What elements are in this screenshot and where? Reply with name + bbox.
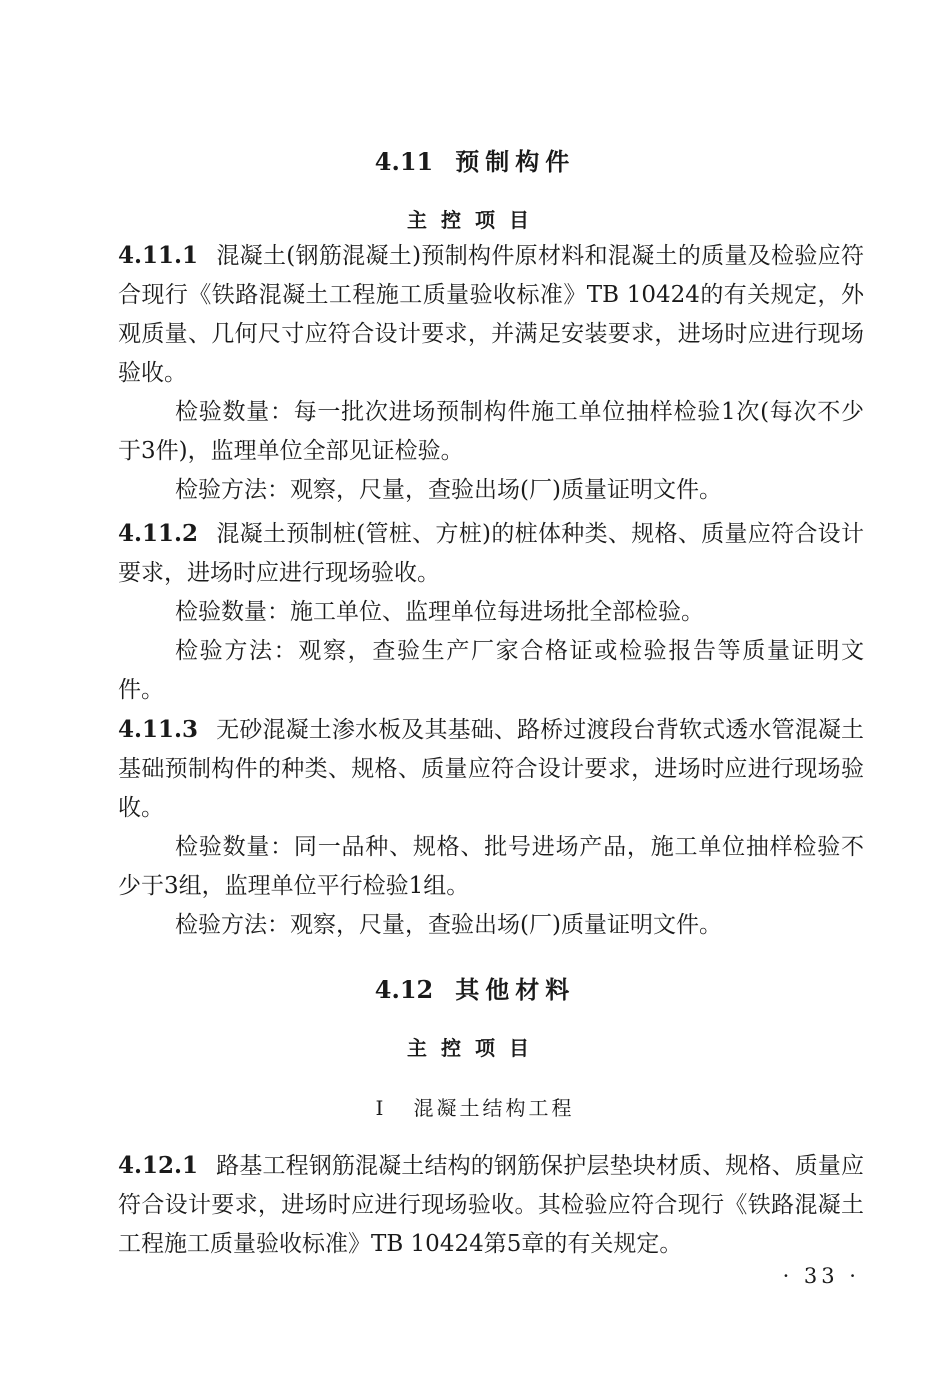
part-roman-numeral: Ⅰ (375, 1096, 384, 1120)
inspection-quantity: 检验数量：同一品种、规格、批号进场产品，施工单位抽样检验不少于3组，监理单位平行检验1组。 (118, 834, 864, 899)
clause-4-11-3 (118, 710, 864, 945)
clause-4-11-1 (118, 236, 864, 510)
clause-number: 4.11.3 (118, 716, 199, 743)
clause-number: 4.11.2 (118, 520, 199, 547)
clause-body: 混凝土(钢筋混凝土)预制构件原材料和混凝土的质量及检验应符合现行《铁路混凝土工程施工质量验收标准》TB 10424的有关规定，外观质量、几何尺寸应符合设计要求，并满足安装要求，进场时应进行现场验收。 (118, 243, 864, 386)
section-number: 4.11 (374, 147, 434, 176)
subheading-main-control-items: 主控项目 (407, 208, 543, 232)
inspection-quantity: 检验数量：施工单位、监理单位每进场批全部检验。 (175, 599, 704, 625)
clause-4-11-2 (118, 514, 864, 710)
clause-text (118, 514, 864, 593)
clause-body: 无砂混凝土渗水板及其基础、路桥过渡段台背软式透水管混凝土基础预制构件的种类、规格、质量应符合设计要求，进场时应进行现场验收。 (118, 717, 864, 821)
section-title-text: 预制构件 (455, 147, 576, 176)
section-title-text: 其他材料 (455, 975, 576, 1004)
clause-number: 4.11.1 (118, 242, 199, 269)
part-title (0, 1092, 950, 1121)
clause-text (118, 236, 864, 393)
clause-4-12-1 (118, 1146, 864, 1264)
inspection-method: 检验方法：观察，尺量，查验出场(厂)质量证明文件。 (175, 912, 722, 938)
page-number: · 33 · (782, 1264, 860, 1288)
clause-text (118, 1146, 864, 1264)
clause-text (118, 710, 864, 828)
section-number: 4.12 (374, 975, 434, 1004)
part-title-text: 混凝土结构工程 (413, 1096, 575, 1120)
clause-number: 4.12.1 (118, 1152, 199, 1179)
inspection-quantity: 检验数量：每一批次进场预制构件施工单位抽样检验1次(每次不少于3件)，监理单位全部见证检验。 (118, 399, 864, 464)
inspection-method: 检验方法：观察，查验生产厂家合格证或检验报告等质量证明文件。 (118, 638, 864, 703)
section-title-4-11 (0, 142, 950, 177)
subheading-main-control-items: 主控项目 (407, 1036, 543, 1060)
clause-body: 混凝土预制桩(管桩、方桩)的桩体种类、规格、质量应符合设计要求，进场时应进行现场验收。 (118, 521, 864, 586)
clause-body: 路基工程钢筋混凝土结构的钢筋保护层垫块材质、规格、质量应符合设计要求，进场时应进行现场验收。其检验应符合现行《铁路混凝土工程施工质量验收标准》TB 10424第5章的有关规定。 (118, 1153, 864, 1257)
inspection-method: 检验方法：观察，尺量，查验出场(厂)质量证明文件。 (175, 477, 722, 503)
section-title-4-12 (0, 970, 950, 1005)
